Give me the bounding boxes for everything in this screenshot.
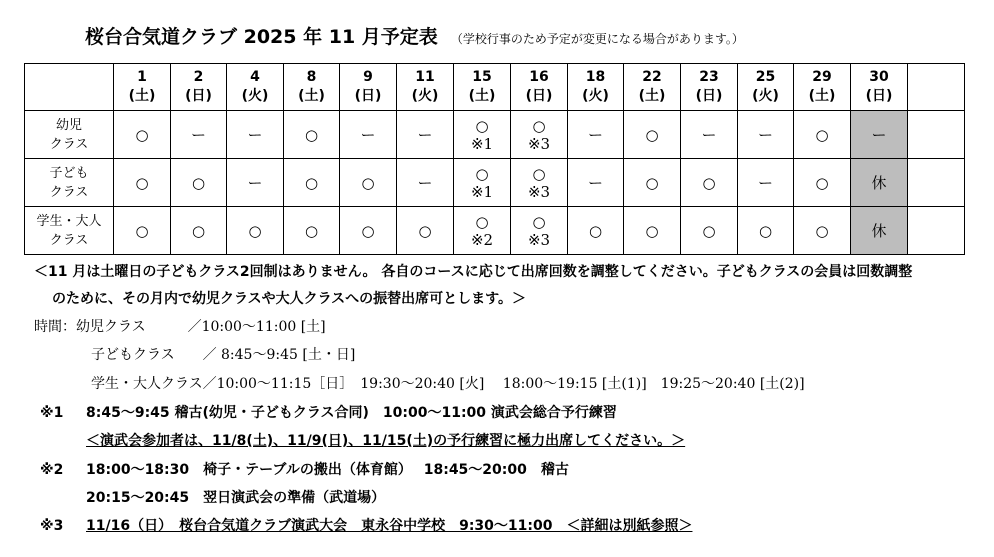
cell-mark: ○: [815, 125, 829, 144]
cell-footnote-ref: ※3: [527, 230, 551, 249]
cell-mark: ー: [247, 173, 263, 192]
date-weekday: (火): [411, 88, 439, 104]
cell-mark: ー: [247, 125, 263, 144]
date-day: 29: [812, 69, 832, 85]
cell-mark: ー: [701, 125, 717, 144]
cell-mark: 休: [871, 221, 887, 240]
footnote-3-text: 11/16（日） 桜台合気道クラブ演武大会 東永谷中学校 9:30～11:00 ＜詳細は別紙参照＞: [86, 518, 693, 534]
date-day: 16: [529, 69, 549, 85]
cell-mark: ○: [645, 125, 659, 144]
cell-mark: ー: [587, 173, 603, 192]
date-weekday: (日): [695, 88, 723, 104]
footnote-2-text: 18:00～18:30 椅子・テーブルの搬出（体育館） 18:45～20:00 稽古: [86, 462, 569, 478]
cell-mark: ー: [757, 173, 773, 192]
cell-mark: ○: [532, 164, 546, 183]
footnote-3-mark: ※3: [40, 518, 64, 534]
cell-mark: ○: [475, 212, 489, 231]
cell-mark: ○: [475, 164, 489, 183]
footnote-2-mark: ※2: [40, 462, 64, 478]
footnote-2-sub: 20:15～20:45 翌日演武会の準備（武道場）: [86, 490, 386, 506]
date-day: 11: [415, 69, 435, 85]
class-label-line: クラス: [49, 232, 89, 248]
cell-mark: ー: [417, 173, 433, 192]
cell-mark: ー: [871, 125, 887, 144]
date-weekday: (日): [865, 88, 893, 104]
cell-footnote-ref: ※2: [470, 230, 494, 249]
cell-mark: ○: [361, 173, 375, 192]
cell-mark: ○: [304, 221, 319, 240]
footnote-1-sub: ＜演武会参加者は、11/8(土)、11/9(日)、11/15(土)の予行練習に極力出席してください。＞: [86, 433, 686, 449]
date-day: 8: [306, 69, 317, 85]
date-weekday: (日): [354, 88, 382, 104]
cell-mark: 休: [871, 173, 887, 192]
cell-footnote-ref: ※3: [527, 134, 551, 153]
cell-mark: ○: [588, 221, 603, 240]
date-weekday: (火): [582, 88, 609, 104]
cell-mark: ○: [248, 221, 262, 240]
cell-mark: ○: [702, 221, 716, 240]
date-day: 23: [699, 69, 719, 85]
date-day: 25: [755, 69, 776, 85]
class-label-line: 学生・大人: [36, 213, 102, 229]
cell-mark: ー: [417, 125, 433, 144]
cell-mark: ー: [757, 125, 773, 144]
date-weekday: (火): [752, 88, 779, 104]
footnote-1: [40, 404, 63, 422]
cell-mark: ○: [758, 221, 773, 240]
cell-mark: ○: [815, 173, 829, 192]
date-weekday: (土): [808, 88, 836, 104]
cell-mark: ○: [645, 221, 659, 240]
date-day: 2: [193, 69, 204, 85]
cell-footnote-ref: ※1: [470, 134, 494, 153]
cell-footnote-ref: ※3: [527, 182, 551, 201]
class-label-line: 幼児: [55, 117, 82, 133]
cell-mark: ○: [418, 221, 432, 240]
date-day: 9: [363, 69, 373, 85]
footnote-1-text: 8:45～9:45 稽古(幼児・子どもクラス合同) 10:00～11:00 演武会総合予行練習: [86, 405, 617, 421]
title-note: （学校行事のため予定が変更になる場合があります。）: [450, 32, 744, 46]
footnote-1-mark: ※1: [40, 405, 64, 421]
cell-mark: ー: [360, 125, 376, 144]
times-label: 時間：: [34, 319, 76, 335]
date-day: 1: [137, 69, 147, 85]
date-weekday: (日): [185, 88, 212, 104]
notice-line-2: のために、その月内で幼児クラスや大人クラスへの振替出席可とします。＞: [52, 291, 527, 307]
cell-mark: ○: [815, 221, 829, 240]
cell-footnote-ref: ※1: [470, 182, 494, 201]
cell-mark: ○: [532, 212, 546, 231]
cell-mark: ○: [532, 116, 546, 135]
cell-mark: ○: [191, 173, 206, 192]
cell-mark: ー: [190, 125, 206, 144]
date-weekday: (日): [525, 88, 553, 104]
times-infant: [34, 318, 326, 336]
times-infant-text: 幼児クラス ／10:00～11:00 [土]: [76, 319, 326, 335]
times-adult: 学生・大人クラス／10:00～11:15［日］ 19:30～20:40 [火] 18:00～19:15 [土(1)] 19:25～20:40 [土(2)]: [91, 376, 805, 392]
cell-mark: ○: [135, 125, 149, 144]
date-weekday: (土): [468, 88, 496, 104]
date-day: 30: [869, 69, 889, 85]
cell-mark: ○: [361, 221, 375, 240]
class-label-line: クラス: [49, 136, 89, 152]
cell-mark: ○: [135, 221, 149, 240]
class-label-line: クラス: [49, 184, 89, 200]
date-weekday: (火): [241, 88, 269, 104]
date-day: 22: [642, 69, 662, 85]
date-day: 4: [250, 69, 260, 85]
class-label-line: 子ども: [49, 165, 89, 181]
cell-mark: ○: [645, 173, 659, 192]
date-weekday: (土): [638, 88, 666, 104]
cell-mark: ○: [702, 173, 716, 192]
times-children: 子どもクラス ／ 8:45～9:45 [土・日]: [91, 347, 356, 363]
cell-mark: ー: [587, 125, 603, 144]
date-weekday: (土): [128, 88, 156, 104]
date-day: 15: [472, 69, 492, 85]
cell-mark: ○: [475, 116, 489, 135]
cell-mark: ○: [135, 173, 149, 192]
page-title: 桜台合気道クラブ 2025 年 11 月予定表: [85, 26, 438, 48]
cell-mark: ○: [304, 173, 319, 192]
date-day: 18: [585, 69, 606, 85]
cell-mark: ○: [191, 221, 206, 240]
cell-mark: ○: [304, 125, 319, 144]
date-weekday: (土): [298, 88, 325, 104]
notice-line-1: ＜11 月は土曜日の子どもクラス2回制はありません。 各自のコースに応じて出席回数を調整してください。子どもクラスの会員は回数調整: [34, 264, 913, 280]
